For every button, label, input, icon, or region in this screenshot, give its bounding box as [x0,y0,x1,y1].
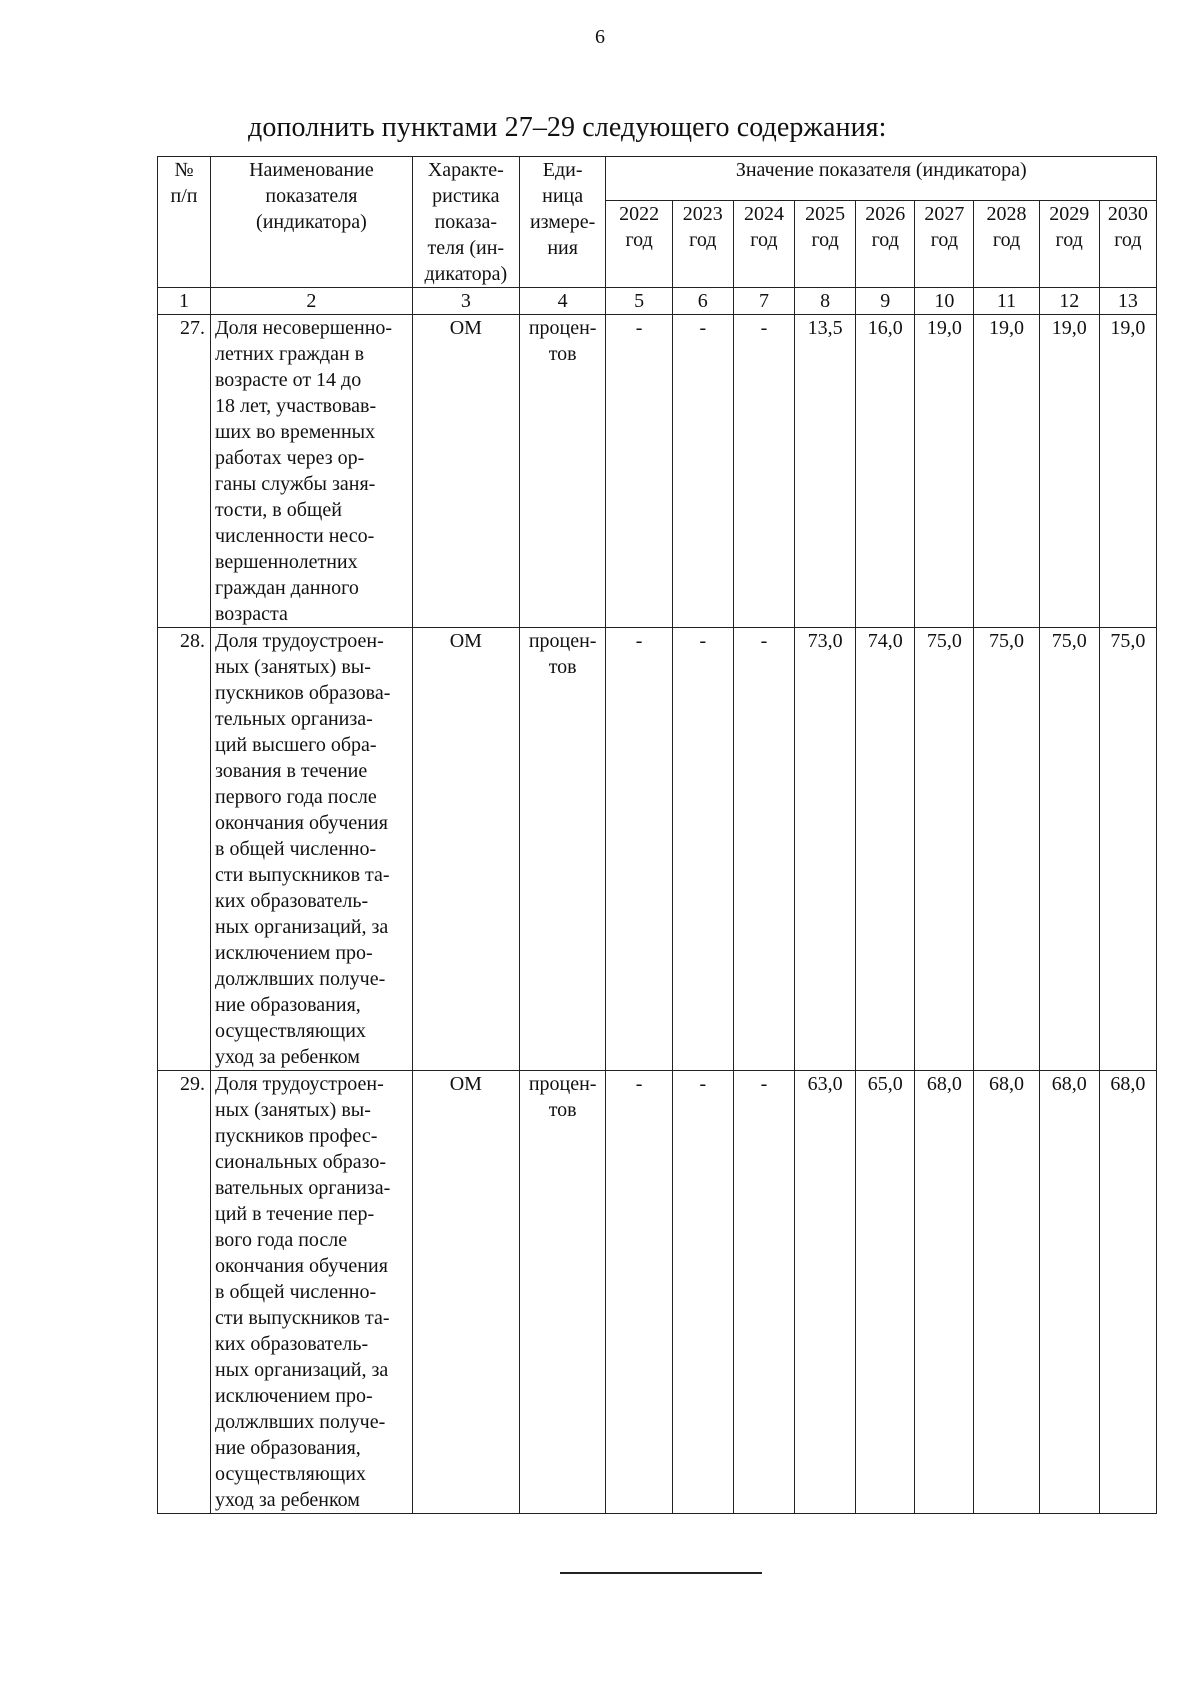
column-numbers-row [158,288,1157,315]
indicator-value: - [733,628,794,1071]
column-number: 1 [158,288,211,315]
header-year: 2022 год [606,201,672,288]
header-year: 2030 год [1099,201,1156,288]
indicator-value: 68,0 [1099,1071,1156,1514]
header-col-characteristic: Характе- ристика показа- теля (ин- дикатора) [412,157,519,288]
column-number: 11 [974,288,1039,315]
column-number: 7 [733,288,794,315]
intro-text: дополнить пунктами 27–29 следующего содержания: [248,112,887,143]
indicator-value: 75,0 [1039,628,1099,1071]
indicator-value: 16,0 [856,315,915,628]
indicator-value: 19,0 [1099,315,1156,628]
column-number: 4 [519,288,606,315]
indicator-value: 65,0 [856,1071,915,1514]
indicator-value: 68,0 [974,1071,1039,1514]
column-number: 5 [606,288,672,315]
indicator-value: - [672,628,733,1071]
column-number: 6 [672,288,733,315]
measurement-unit: процен- тов [519,628,606,1071]
header-year: 2028 год [974,201,1039,288]
table-row [158,628,1157,1071]
measurement-unit: процен- тов [519,1071,606,1514]
footer-rule [560,1572,762,1574]
header-values-group: Значение показателя (индикатора) [606,157,1157,201]
indicator-value: 63,0 [795,1071,856,1514]
header-year: 2029 год [1039,201,1099,288]
header-year: 2024 год [733,201,794,288]
header-year: 2025 год [795,201,856,288]
header-col-name: Наименование показателя (индикатора) [211,157,413,288]
indicator-characteristic: ОМ [412,628,519,1071]
table-body [158,315,1157,1514]
indicator-value: 75,0 [1099,628,1156,1071]
column-number: 12 [1039,288,1099,315]
indicator-value: 75,0 [915,628,974,1071]
indicator-value: - [733,1071,794,1514]
indicator-value: 19,0 [974,315,1039,628]
row-number: 29. [158,1071,211,1514]
indicator-value: - [672,1071,733,1514]
indicator-value: 13,5 [795,315,856,628]
column-number: 8 [795,288,856,315]
table-row [158,1071,1157,1514]
indicator-value: - [672,315,733,628]
indicator-value: 19,0 [1039,315,1099,628]
header-col-number: № п/п [158,157,211,288]
column-number: 13 [1099,288,1156,315]
table-row [158,315,1157,628]
row-number: 28. [158,628,211,1071]
column-number: 9 [856,288,915,315]
column-number: 2 [211,288,413,315]
indicator-value: 74,0 [856,628,915,1071]
indicator-name: Доля трудоустроен- ных (занятых) вы- пускников образова- тельных организа- ций высшего обра- зования в течение первого года после окончания обучения в общей численно- сти выпускников та- ких образователь- ных организаций, за исключением про- должлвших получе- ние образования, осуществляющих уход за ребенком [211,628,413,1071]
indicator-value: - [733,315,794,628]
indicator-value: 75,0 [974,628,1039,1071]
header-col-unit: Еди- ница измере- ния [519,157,606,288]
page-number: 6 [595,26,605,48]
indicators-table [157,156,1157,1514]
indicator-value: 68,0 [915,1071,974,1514]
column-number: 10 [915,288,974,315]
indicator-value: 68,0 [1039,1071,1099,1514]
header-year: 2027 год [915,201,974,288]
indicator-value: - [606,315,672,628]
measurement-unit: процен- тов [519,315,606,628]
column-number: 3 [412,288,519,315]
indicator-name: Доля трудоустроен- ных (занятых) вы- пускников профес- сиональных образо- вательных организа- ций в течение пер- вого года после окончания обучения в общей численно- сти выпускников та- ких образователь- ных организаций, за исключением про- должлвших получе- ние образования, осуществляющих уход за ребенком [211,1071,413,1514]
row-number: 27. [158,315,211,628]
header-year: 2023 год [672,201,733,288]
table-header [158,157,1157,315]
indicator-value: - [606,628,672,1071]
indicator-value: 73,0 [795,628,856,1071]
indicator-characteristic: ОМ [412,315,519,628]
indicator-characteristic: ОМ [412,1071,519,1514]
indicator-name: Доля несовершенно- летних граждан в возрасте от 14 до 18 лет, участвовав- ших во временных работах через ор- ганы службы заня- тости, в общей численности несо- вершеннолетних граждан данного возраста [211,315,413,628]
indicator-value: - [606,1071,672,1514]
indicator-value: 19,0 [915,315,974,628]
header-year: 2026 год [856,201,915,288]
